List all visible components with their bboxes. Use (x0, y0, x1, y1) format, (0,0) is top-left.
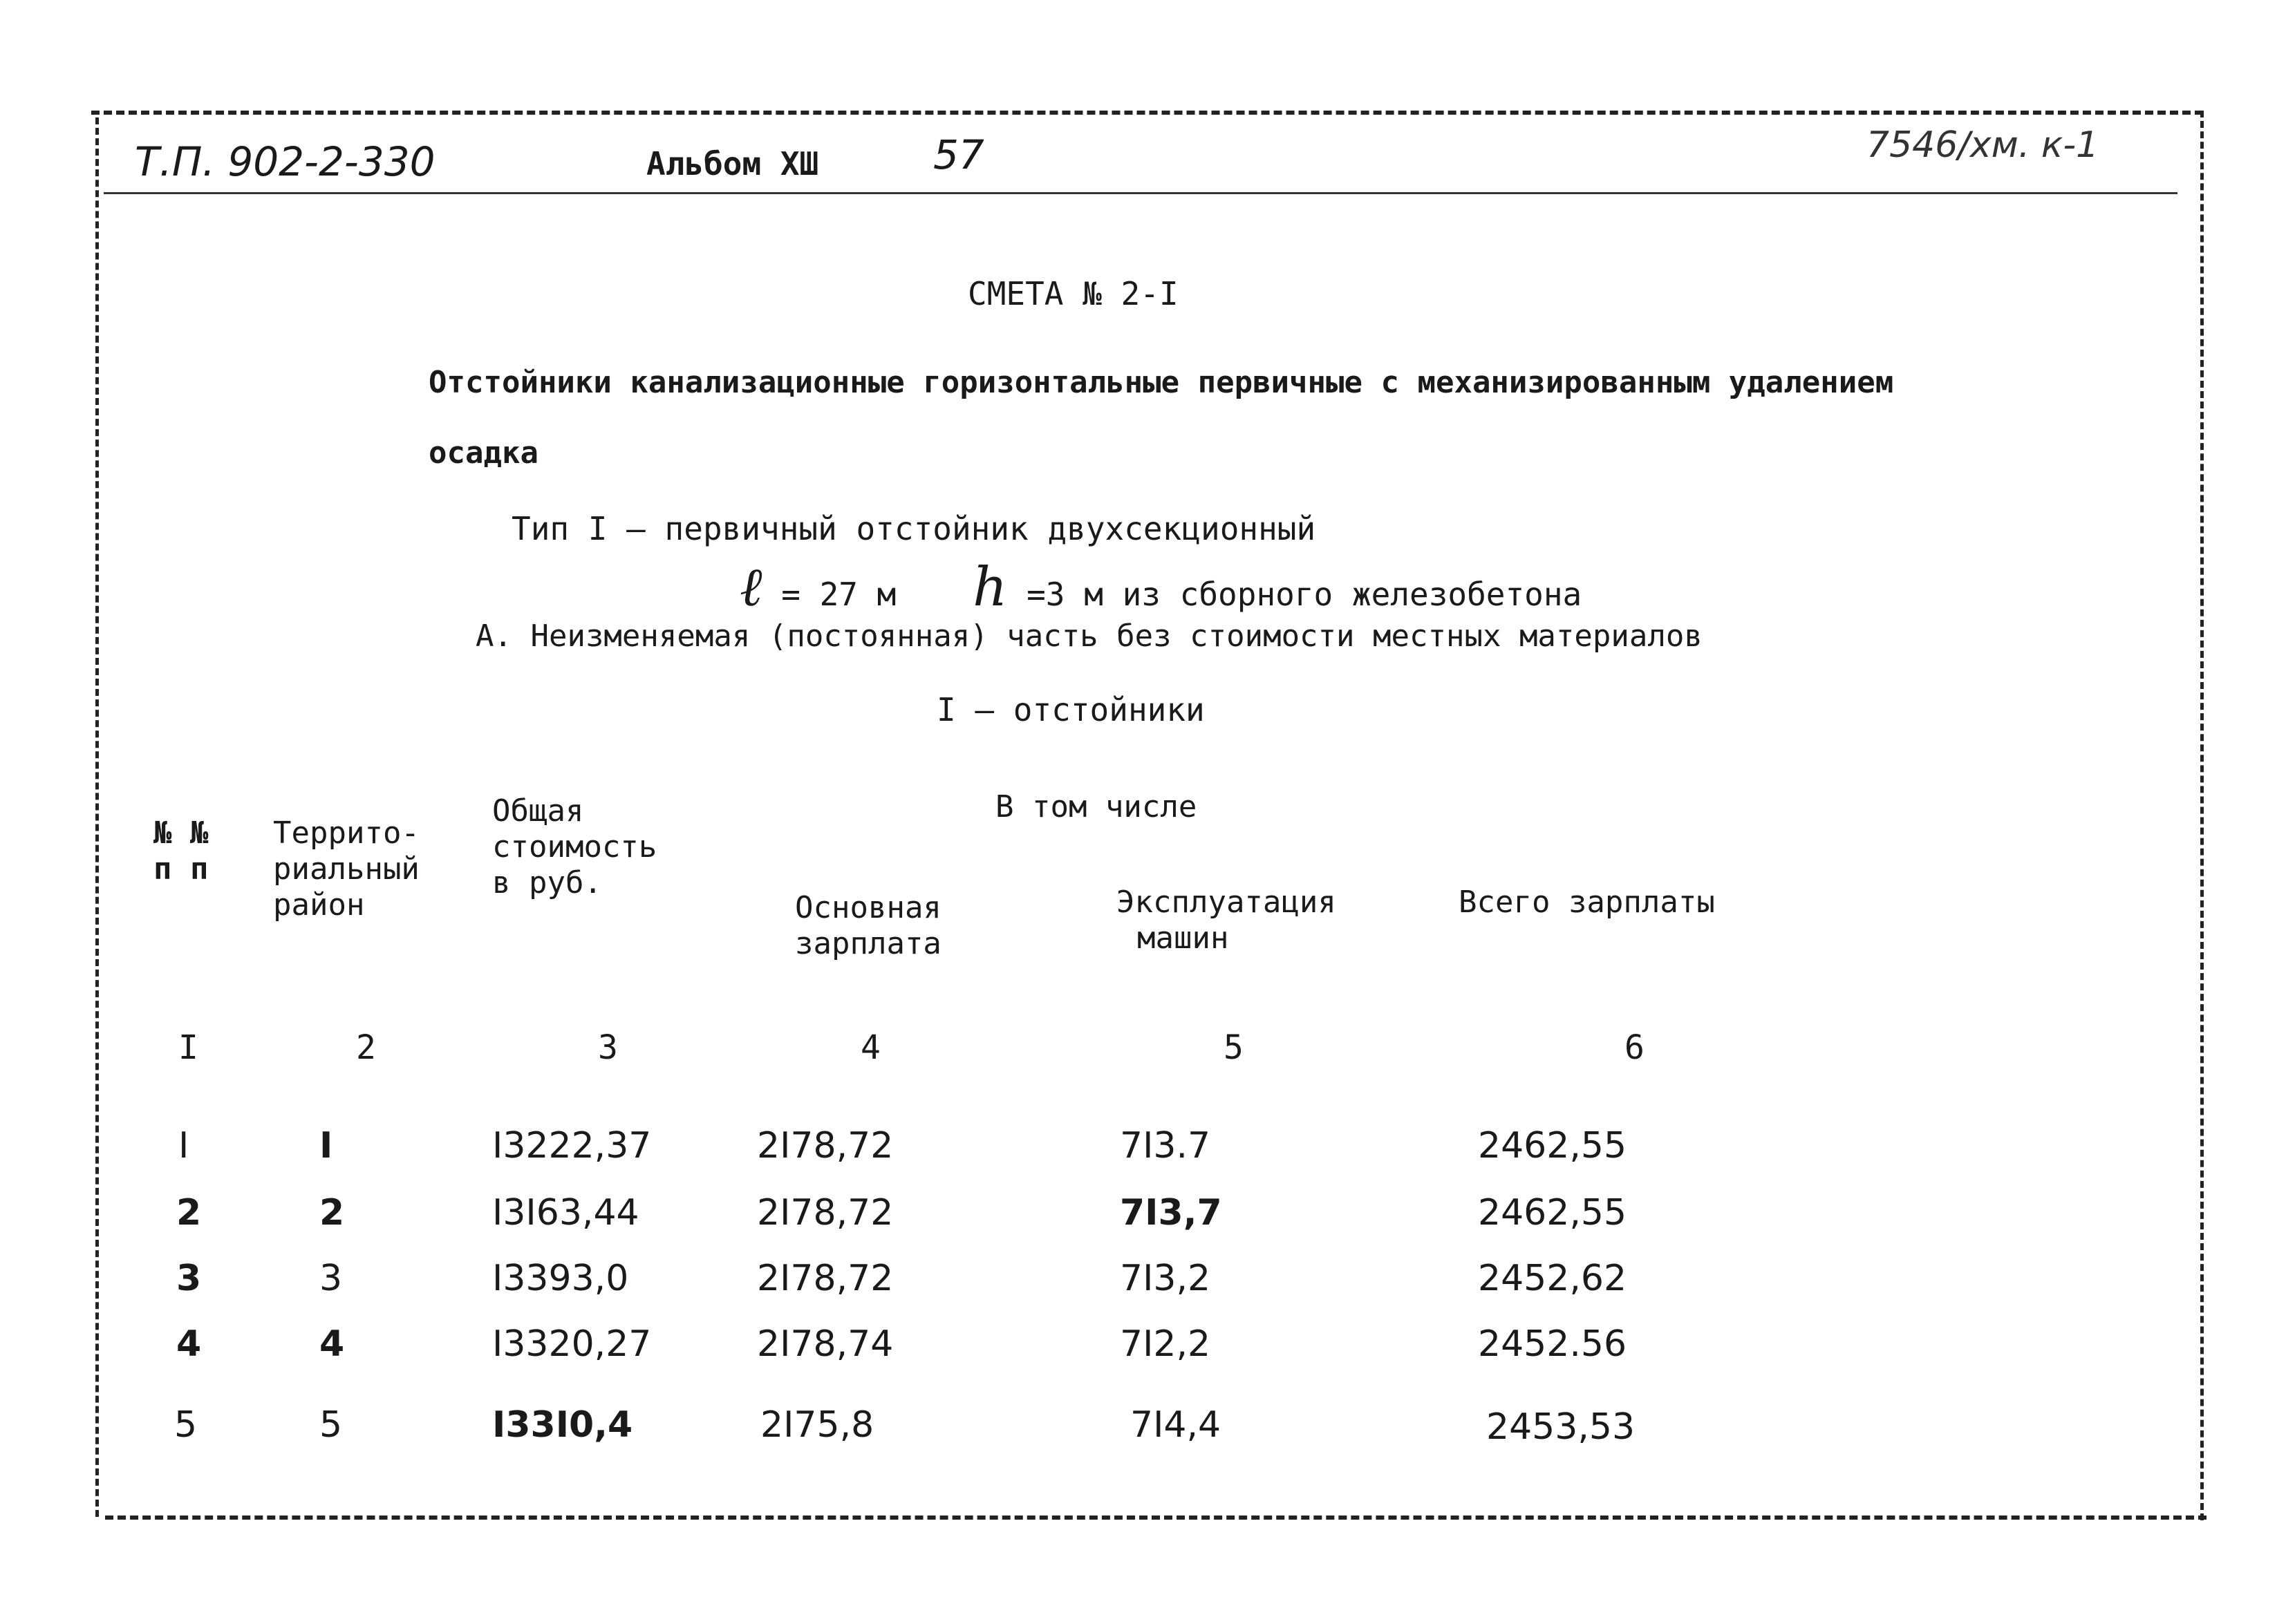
height-symbol: h (973, 556, 1008, 619)
header-total-cost (492, 793, 657, 901)
cell-wages: 2462,55 (1478, 1192, 1627, 1234)
column-number: 6 (1624, 1028, 1645, 1067)
cell-nn: 5 (174, 1404, 198, 1446)
header-nn-line1: № № (153, 815, 209, 851)
cell-total: I3393,0 (492, 1258, 629, 1299)
inventory-number: 7546/хм. к-1 (1866, 124, 2099, 166)
column-number: 4 (861, 1028, 881, 1067)
cell-base-salary: 2I78,74 (757, 1323, 894, 1365)
cell-wages: 2452,62 (1478, 1258, 1627, 1299)
cell-total: I33I0,4 (492, 1404, 633, 1446)
header-item-number (153, 815, 208, 887)
header-including: В том числе (995, 789, 1197, 824)
cell-region: 5 (319, 1404, 343, 1446)
cell-region: 3 (319, 1258, 343, 1299)
header-mach-line1: Эксплуатация (1116, 885, 1336, 920)
cell-base-salary: 2I78,72 (757, 1258, 894, 1299)
column-number: I (178, 1028, 198, 1067)
cell-machines: 7I3,7 (1120, 1192, 1222, 1234)
frame-top-border (91, 111, 2203, 115)
cell-wages: 2453,53 (1486, 1406, 1636, 1448)
column-number: 3 (598, 1028, 618, 1067)
cell-nn: 3 (176, 1258, 202, 1299)
frame-bottom-border (105, 1516, 2207, 1520)
header-nn-line2: п п (153, 851, 209, 887)
header-total-line2: стоимость (492, 829, 657, 865)
dimensions-line (740, 556, 1582, 619)
header-underline (104, 192, 2177, 194)
header-base-line1: Основная (795, 890, 941, 925)
header-region (273, 815, 420, 923)
cell-nn: I (178, 1125, 189, 1167)
object-description-line2: осадка (429, 435, 538, 471)
section-title: I – отстойники (937, 691, 1205, 728)
length-value: = 27 м (781, 576, 897, 613)
cell-region: 4 (319, 1323, 345, 1365)
cell-base-salary: 2I75,8 (760, 1404, 874, 1446)
cell-machines: 7I3.7 (1120, 1125, 1211, 1167)
frame-right-border (2200, 111, 2204, 1520)
header-region-line1: Террито- (273, 815, 420, 851)
cell-base-salary: 2I78,72 (757, 1125, 894, 1167)
cell-region: 2 (319, 1192, 345, 1234)
header-total-line1: Общая (492, 793, 584, 829)
header-region-line2: риальный (273, 851, 420, 887)
header-total-line3: в руб. (492, 865, 602, 900)
cell-base-salary: 2I78,72 (757, 1192, 894, 1234)
cell-machines: 7I4,4 (1130, 1404, 1221, 1446)
header-machine-operation (1116, 885, 1336, 956)
header-total-wages: Всего зарплаты (1459, 885, 1715, 920)
header-mach-line2: машин (1137, 920, 1229, 956)
part-description: А. Неизменяемая (постоянная) часть без стоимости местных материалов (476, 619, 1703, 654)
header-region-line3: район (273, 887, 365, 923)
object-description-line1: Отстойники канализационные горизонтальные первичные с механизированным удалением (429, 365, 1894, 400)
album-label: Альбом XШ (646, 145, 819, 182)
page-number: 57 (933, 131, 984, 178)
cell-wages: 2462,55 (1478, 1125, 1627, 1167)
header-base-salary (795, 890, 941, 962)
cell-wages: 2452.56 (1478, 1323, 1627, 1365)
header-base-line2: зарплата (795, 926, 941, 961)
height-description: =3 м из сборного железобетона (1027, 576, 1582, 613)
cell-total: I3222,37 (492, 1125, 652, 1167)
length-symbol: ℓ (740, 556, 762, 619)
column-number: 2 (356, 1028, 376, 1067)
cell-total: I3I63,44 (492, 1192, 639, 1234)
type-description: Тип I – первичный отстойник двухсекционный (512, 510, 1316, 547)
frame-left-border (95, 117, 99, 1517)
document-title: СМЕТА № 2-I (968, 275, 1179, 312)
cell-total: I3320,27 (492, 1323, 652, 1365)
cell-nn: 2 (176, 1192, 202, 1234)
column-number: 5 (1224, 1028, 1244, 1067)
cell-region: I (319, 1125, 333, 1167)
cell-machines: 7I2,2 (1120, 1323, 1211, 1365)
project-code: Т.П. 902-2-330 (135, 138, 435, 185)
cell-nn: 4 (176, 1323, 202, 1365)
cell-machines: 7I3,2 (1120, 1258, 1211, 1299)
